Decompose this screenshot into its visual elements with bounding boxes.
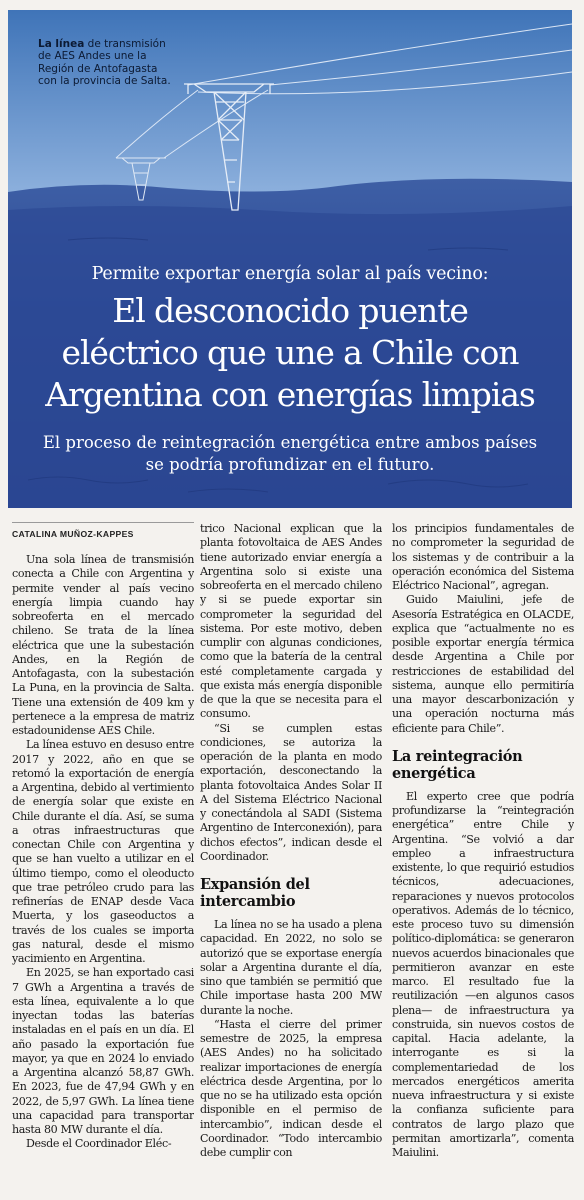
- column-1: [12, 522, 194, 1194]
- subhead-line: El proceso de reintegración energética entre ambos países: [42, 433, 538, 452]
- article-body: [12, 522, 574, 1194]
- byline: CATALINA MUÑOZ-KAPPES: [12, 522, 194, 539]
- photo-caption: [38, 38, 178, 88]
- hero-photo: [8, 10, 572, 508]
- caption-text: de transmisión de AES Andes une la Región de Antofagasta con la provincia de Salta.: [38, 38, 171, 88]
- headline-line: El desconocido puente: [112, 291, 468, 330]
- subhead: [8, 432, 572, 476]
- paragraph: “Si se cumplen estas condiciones, se autoriza la operación de la planta en modo exportación, desconectando la planta fotovoltaica Andes Solar II A del Sistema Eléctrico Nacional y conectándola al SADI (Sistema Argentino de Interconexión), para dichos efectos”, indican desde el Coordinador.: [200, 721, 382, 863]
- column-2: [200, 522, 382, 1194]
- paragraph: En 2025, se han exportado casi 7 GWh a Argentina a través de esta línea, equivalente a lo que inyectan todas las baterías instaladas en el país en un día. El año pasado la exportación fue mayor, ya que en 2024 lo enviado a Argentina alcanzó 58,87 GWh. En 2023, fue de 47,94 GWh y en 2022, de 5,97 GWh. La línea tiene una capacidad para transportar hasta 80 MW durante el día.: [12, 966, 194, 1136]
- headline-line: eléctrico que une a Chile con: [61, 333, 519, 372]
- section-heading: Expansión del intercambio: [200, 876, 310, 910]
- column-3: [392, 522, 574, 1194]
- subhead-line: se podría profundizar en el futuro.: [145, 455, 435, 474]
- headline: [8, 290, 572, 416]
- paragraph: “Hasta el cierre del primer semestre de 2025, la empresa (AES Andes) no ha solicitado realizar importaciones de energía eléctrica desde Argentina, por lo que no se ha utilizado esta opción disponible en el permiso de intercambio”, indican desde el Coordinador. “Todo intercambio debe cumplir con: [200, 1017, 382, 1159]
- paragraph: El experto cree que podría profundizarse la “reintegración energética” entre Chile y Argentina. “Se volvió a dar empleo a infraestructura existente, lo que requirió estudios técnicos, adecuaciones, reparaciones y nuevos protocolos operativos. Además de lo técnico, este proceso tuvo su dimensión político-diplomática: se generaron nuevos acuerdos binacionales que permitieron avanzar en este marco. El resultado fue la reutilización —en algunos casos plena— de infraestructura ya construida, sin nuevos costos de capital. Hacia adelante, la interrogante es si la complementariedad de los mercados energéticos amerita nueva infraestructura y si existe la confianza suficiente para contratos de largo plazo que permitan amortizarla”, comenta Maiulini.: [392, 789, 574, 1159]
- paragraph: los principios fundamentales de no comprometer la seguridad de los sistemas y de contribuir a la operación económica del Sistema Eléctrico Nacional”, agregan.: [392, 522, 574, 592]
- paragraph: Guido Maiulini, jefe de Asesoría Estratégica en OLACDE, explica que “actualmente no es posible exportar energía térmica desde Argentina a Chile por restricciones de estabilidad del sistema, aunque ello permitiría una mayor descarbonización y una operación nocturna más eficiente para Chile”.: [392, 593, 574, 735]
- paragraph: Una sola línea de transmisión conecta a Chile con Argentina y permite vender al país vecino energía limpia cuando hay sobreoferta en el mercado chileno. Se trata de la línea eléctrica que une la subestación Andes, en la Región de Antofagasta, con la subestación La Puna, en la provincia de Salta. Tiene una extensión de 409 km y pertenece a la empresa de matriz estadounidense AES Chile.: [12, 553, 194, 737]
- paragraph: La línea no se ha usado a plena capacidad. En 2022, no solo se autorizó que se exportase energía solar a Argentina durante el día, sino que también se permitió que Chile importase hasta 200 MW durante la noche.: [200, 918, 382, 1017]
- headline-line: Argentina con energías limpias: [45, 375, 535, 414]
- kicker: Permite exportar energía solar al país vecino:: [91, 264, 489, 284]
- caption-bold: La línea: [38, 38, 85, 50]
- paragraph: trico Nacional explican que la planta fotovoltaica de AES Andes tiene autorizado enviar energía a Argentina solo si existe una sobreoferta en el mercado chileno y si se puede exportar sin comprometer la seguridad del sistema. Por este motivo, deben cumplir con algunas condiciones, como que la batería de la central esté completamente cargada y que exista más energía disponible de que la que se necesita para el consumo.: [200, 522, 382, 721]
- section-heading: La reintegración energética: [392, 747, 523, 782]
- paragraph: Desde el Coordinador Eléc-: [26, 1137, 172, 1151]
- paragraph: La línea estuvo en desuso entre 2017 y 2022, año en que se retomó la exportación de energía a Argentina, debido al vertimiento de energía solar que existe en Chile durante el día. Así, se suma a otras infraestructuras que conectan Chile con Argentina y que se han vuelto a utilizar en el último tiempo, como el oleoducto que trae petróleo crudo para las refinerías de ENAP desde Vaca Muerta, y los gaseoductos a través de los cuales se importa gas natural, desde el mismo yacimiento en Argentina.: [12, 738, 194, 965]
